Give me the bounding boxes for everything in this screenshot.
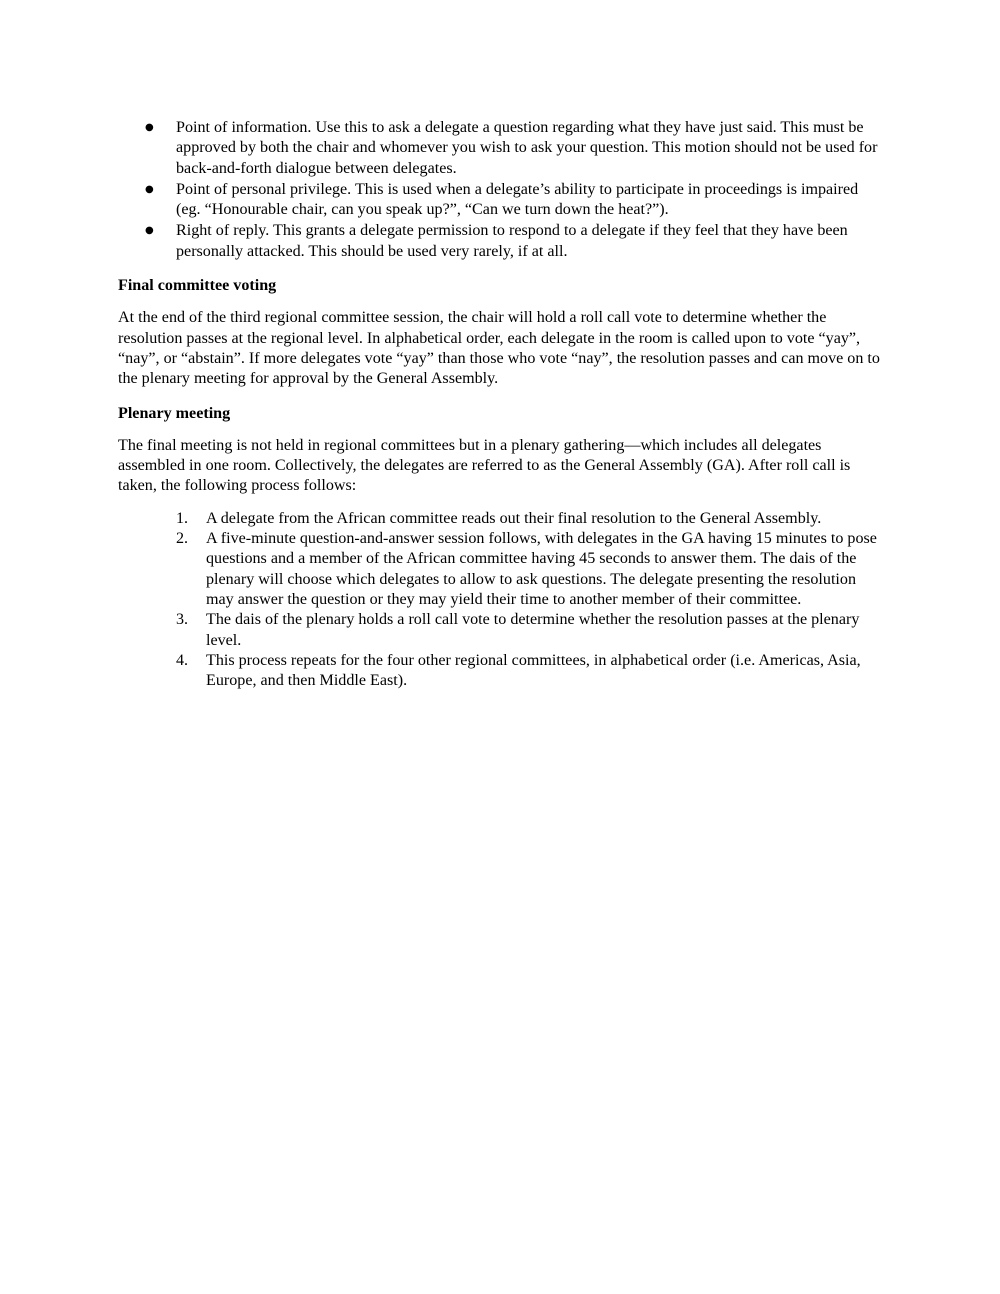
final-voting-paragraph: At the end of the third regional committee session, the chair will hold a roll call vote to determine whether the resolution passes at the regional level. In alphabetical order, each delegate in the room is called upon to vote “yay”, “nay”, or “abstain”. If more delegates vote “yay” than those who vote “nay”, the resolution passes and can move on to the plenary meeting for approval by the General Assembly. (118, 309, 880, 388)
step-number: 2. (176, 530, 189, 548)
step-number: 3. (176, 611, 189, 629)
bullet-text: Point of personal privilege. This is used when a delegate’s ability to participate in proceedings is impaired (eg. “Honourable chair, can you speak up?”, “Can we turn down the heat?”). (176, 180, 859, 219)
plenary-steps-list (118, 509, 884, 692)
bullet-text: Point of information. Use this to ask a delegate a question regarding what they have just said. This must be approved by both the chair and whomever you wish to ask your question. This motion should not be used for back-and-forth dialogue between delegates. (176, 119, 878, 177)
step-text: A five-minute question-and-answer session follows, with delegates in the GA having 15 minutes to pose questions and a member of the African committee having 45 seconds to answer them. The dais of the plenary will choose which delegates to allow to ask questions. The delegate presenting the resolution may answer the question or they may yield their time to another member of their committee. (206, 530, 877, 608)
step-text: The dais of the plenary holds a roll call vote to determine whether the resolution passes at the plenary level. (206, 611, 860, 649)
document-page (118, 118, 884, 691)
list-item (118, 180, 884, 221)
list-item (118, 651, 884, 692)
plenary-heading: Plenary meeting (118, 404, 231, 422)
bullet-icon: ● (145, 183, 154, 195)
list-item (118, 610, 884, 651)
step-number: 4. (176, 651, 189, 669)
list-item (118, 509, 884, 529)
step-text: A delegate from the African committee reads out their final resolution to the General Assembly. (206, 509, 822, 527)
bullet-text: Right of reply. This grants a delegate permission to respond to a delegate if they feel that they have been personally attacked. This should be used very rarely, if at all. (176, 222, 848, 260)
final-voting-heading: Final committee voting (118, 277, 277, 295)
bullet-icon: ● (145, 225, 154, 237)
step-text: This process repeats for the four other regional committees, in alphabetical order (i.e. Americas, Asia, Europe, and then Middle East). (206, 651, 861, 690)
plenary-paragraph: The final meeting is not held in regional committees but in a plenary gathering—which includes all delegates assembled in one room. Collectively, the delegates are referred to as the General Assembly (GA). After roll call is taken, the following process follows: (118, 436, 851, 495)
points-bullet-list (118, 118, 884, 262)
list-item (118, 529, 884, 610)
bullet-icon: ● (145, 122, 154, 133)
list-item (118, 221, 884, 262)
step-number: 1. (176, 509, 189, 527)
list-item (118, 118, 884, 179)
